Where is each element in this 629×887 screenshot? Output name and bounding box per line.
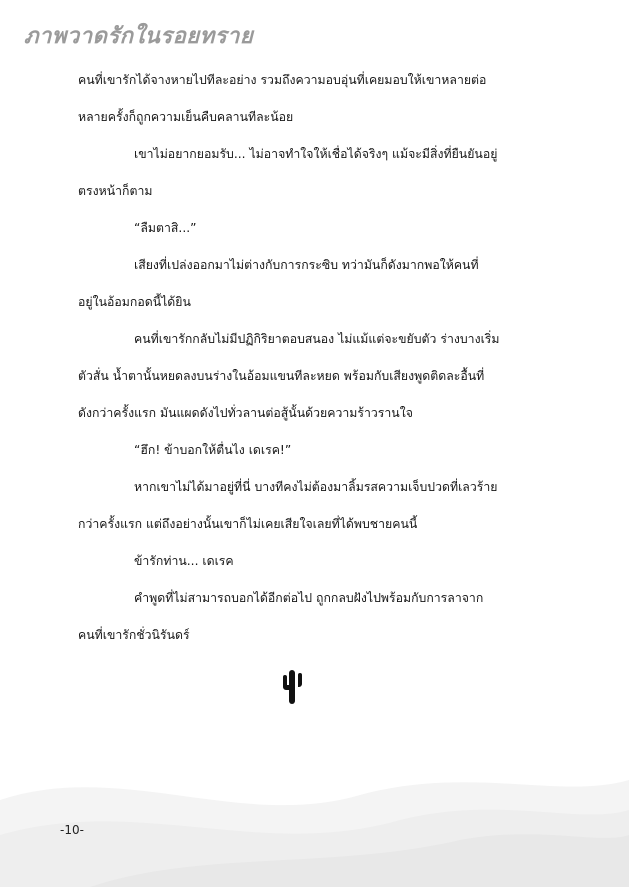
text-line: เสียงที่เปล่งออกมาไม่ต่างกับการกระซิบ ทว่ามันก็ดังมากพอให้คนที่ (134, 258, 479, 272)
text-line: คำพูดที่ไม่สามารถบอกได้อีกต่อไป ถูกกลบฝังไปพร้อมกับการลาจาก (134, 591, 484, 605)
decorative-swoosh (0, 740, 629, 887)
cactus-icon (281, 670, 303, 704)
text-line: “ลืมตาสิ...” (134, 221, 197, 235)
text-line: ตรงหน้าก็ตาม (78, 184, 153, 198)
text-line: คนที่เขารักได้จางหายไปทีละอย่าง รวมถึงความอบอุ่นที่เคยมอบให้เขาหลายต่อ (78, 73, 487, 87)
text-line: กว่าครั้งแรก แต่ถึงอย่างนั้นเขาก็ไม่เคยเสียใจเลยที่ได้พบชายคนนี้ (78, 517, 418, 531)
page-header-title: ภาพวาดรักในรอยทราย (24, 23, 254, 49)
text-line: หลายครั้งก็ถูกความเย็นคืบคลานทีละน้อย (78, 110, 294, 124)
text-line: “ฮึก! ข้าบอกให้ตื่นไง เดเรค!” (134, 443, 292, 457)
text-line: หากเขาไม่ได้มาอยู่ที่นี่ บางทีคงไม่ต้องมาลิ้มรสความเจ็บปวดที่เลวร้าย (134, 480, 498, 494)
text-line: คนที่เขารักชั่วนิรันดร์ (78, 628, 190, 642)
page-number: -10- (60, 823, 84, 837)
text-line: เขาไม่อยากยอมรับ... ไม่อาจทำใจให้เชื่อได้จริงๆ แม้จะมีสิ่งที่ยืนยันอยู่ (134, 147, 498, 161)
text-line: คนที่เขารักกลับไม่มีปฏิกิริยาตอบสนอง ไม่แม้แต่จะขยับตัว ร่างบางเริ่ม (134, 332, 500, 346)
text-line: ตัวสั่น น้ำตานั้นหยดลงบนร่างในอ้อมแขนทีละหยด พร้อมกับเสียงพูดติดละอื้นที่ (78, 369, 485, 383)
text-line: ข้ารักท่าน... เดเรค (134, 554, 234, 568)
text-line: ดังกว่าครั้งแรก มันแผดดังไปทั่วลานต่อสู้นั้นด้วยความร้าวรานใจ (78, 406, 413, 420)
text-line: อยู่ในอ้อมกอดนี้ได้ยิน (78, 295, 191, 309)
